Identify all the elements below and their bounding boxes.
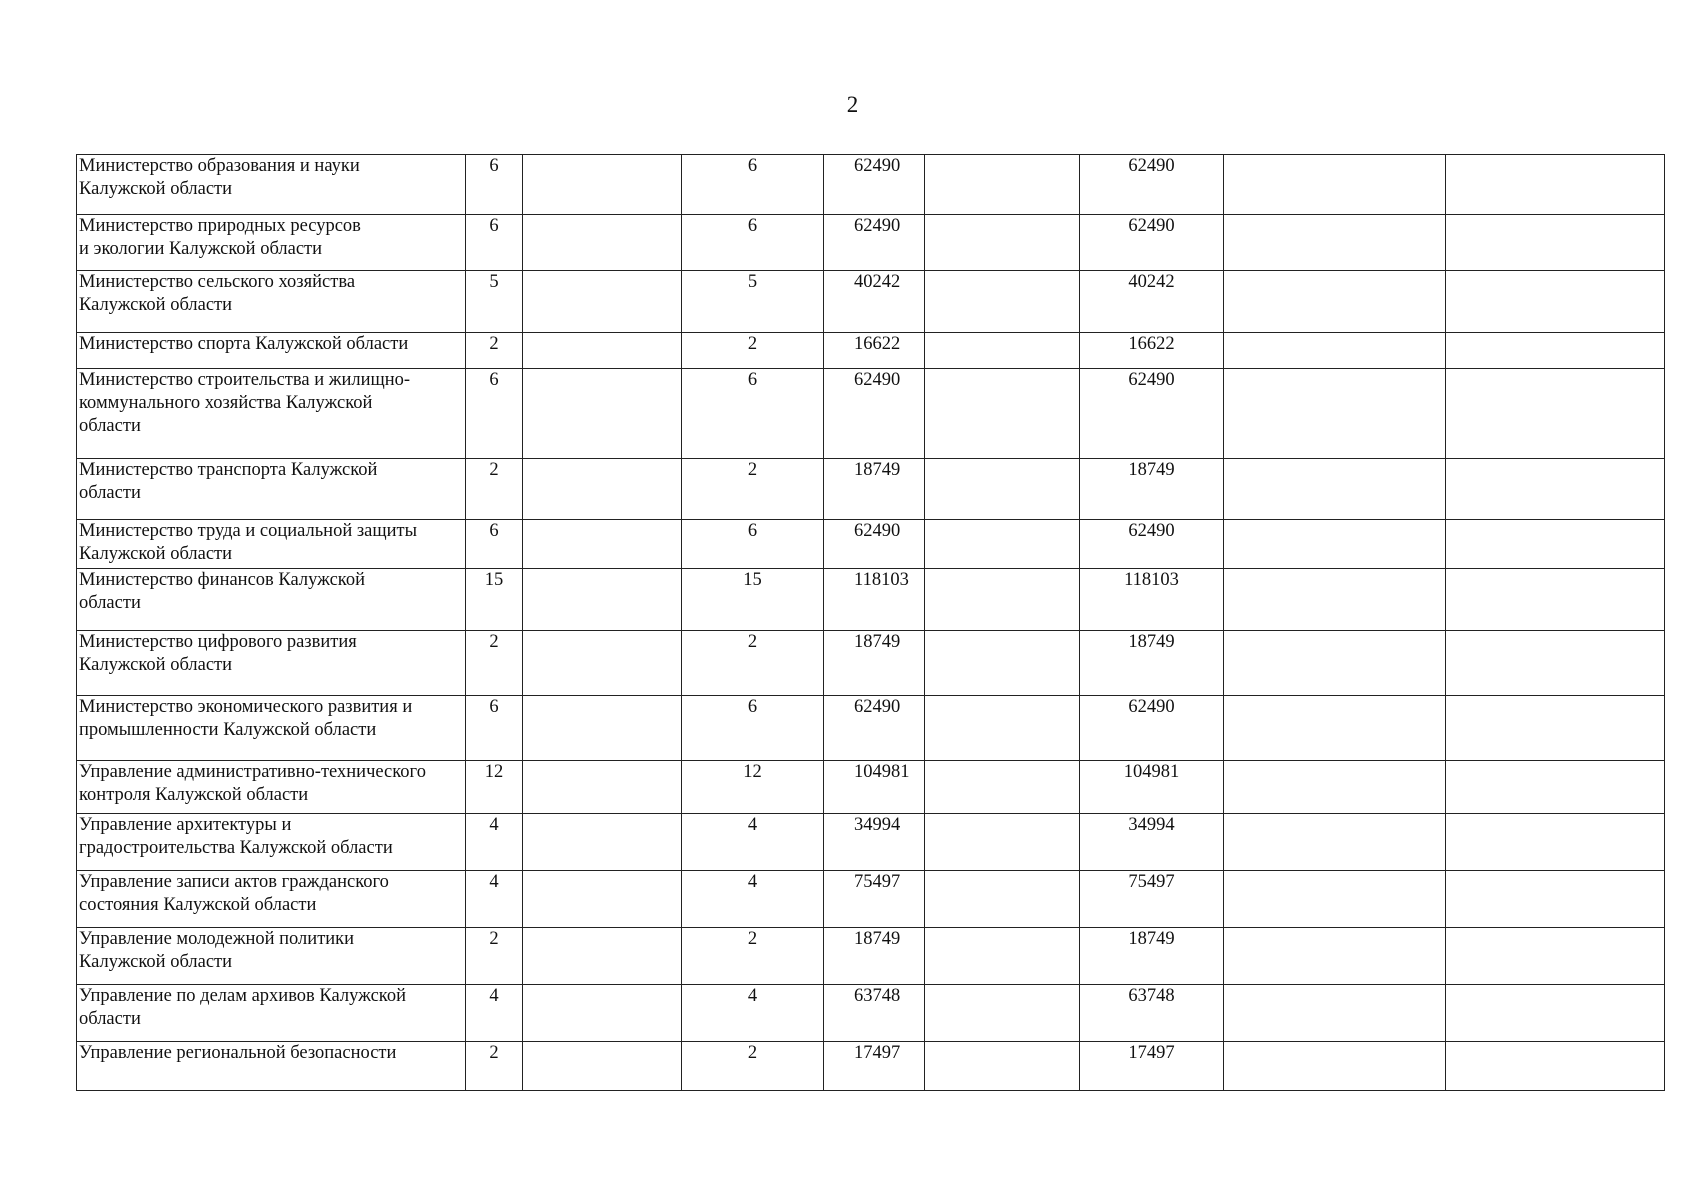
count-cell: 4 — [466, 814, 523, 871]
empty-cell — [1446, 155, 1665, 215]
amount-cell: 62490 — [824, 215, 925, 271]
org-name-cell: Министерство сельского хозяйства Калужской области — [77, 271, 466, 333]
org-name-cell: Управление региональной безопасности — [77, 1042, 466, 1091]
empty-cell — [925, 271, 1080, 333]
amount-total-cell: 75497 — [1080, 871, 1224, 928]
amount-cell: 18749 — [824, 928, 925, 985]
amount-total-cell: 17497 — [1080, 1042, 1224, 1091]
empty-cell — [1224, 928, 1446, 985]
org-name-cell: Управление записи актов гражданского состояния Калужской области — [77, 871, 466, 928]
empty-cell — [523, 985, 682, 1042]
amount-total-cell: 34994 — [1080, 814, 1224, 871]
count-total-cell: 4 — [682, 871, 824, 928]
table-row — [77, 1042, 1665, 1091]
count-cell: 6 — [466, 155, 523, 215]
table-body — [77, 155, 1665, 1091]
amount-cell: 62490 — [824, 155, 925, 215]
empty-cell — [1446, 271, 1665, 333]
amount-total-cell: 104981 — [1080, 761, 1224, 814]
count-total-cell: 4 — [682, 985, 824, 1042]
count-cell: 6 — [466, 696, 523, 761]
amount-cell: 75497 — [824, 871, 925, 928]
count-total-cell: 4 — [682, 814, 824, 871]
count-cell: 2 — [466, 459, 523, 520]
empty-cell — [1224, 215, 1446, 271]
org-name-cell: Министерство цифрового развития Калужской области — [77, 631, 466, 696]
table-row — [77, 459, 1665, 520]
org-name-cell: Министерство спорта Калужской области — [77, 333, 466, 369]
page-number: 2 — [846, 92, 859, 117]
empty-cell — [523, 1042, 682, 1091]
empty-cell — [1446, 333, 1665, 369]
table-row — [77, 333, 1665, 369]
empty-cell — [1224, 369, 1446, 459]
empty-cell — [925, 696, 1080, 761]
org-name-cell: Министерство природных ресурсов и экологии Калужской области — [77, 215, 466, 271]
org-name-cell: Министерство строительства и жилищно- коммунального хозяйства Калужской области — [77, 369, 466, 459]
empty-cell — [1446, 569, 1665, 631]
count-total-cell: 12 — [682, 761, 824, 814]
table-row — [77, 369, 1665, 459]
empty-cell — [1224, 871, 1446, 928]
empty-cell — [1446, 928, 1665, 985]
empty-cell — [1224, 985, 1446, 1042]
empty-cell — [523, 871, 682, 928]
org-name-cell: Управление по делам архивов Калужской области — [77, 985, 466, 1042]
empty-cell — [1224, 696, 1446, 761]
empty-cell — [1446, 985, 1665, 1042]
amount-cell: 62490 — [824, 520, 925, 569]
empty-cell — [523, 271, 682, 333]
amount-cell: 118103 — [824, 569, 925, 631]
empty-cell — [925, 215, 1080, 271]
count-total-cell: 6 — [682, 369, 824, 459]
empty-cell — [523, 459, 682, 520]
amount-cell: 18749 — [824, 459, 925, 520]
org-name-cell: Управление архитектуры и градостроительства Калужской области — [77, 814, 466, 871]
empty-cell — [523, 333, 682, 369]
empty-cell — [1224, 631, 1446, 696]
count-cell: 5 — [466, 271, 523, 333]
count-total-cell: 6 — [682, 696, 824, 761]
empty-cell — [925, 631, 1080, 696]
empty-cell — [1446, 696, 1665, 761]
empty-cell — [1446, 631, 1665, 696]
amount-total-cell: 63748 — [1080, 985, 1224, 1042]
empty-cell — [925, 871, 1080, 928]
count-cell: 15 — [466, 569, 523, 631]
org-name-cell: Министерство экономического развития и промышленности Калужской области — [77, 696, 466, 761]
table-row — [77, 155, 1665, 215]
empty-cell — [925, 459, 1080, 520]
count-total-cell: 2 — [682, 333, 824, 369]
empty-cell — [1224, 271, 1446, 333]
empty-cell — [1224, 520, 1446, 569]
amount-total-cell: 62490 — [1080, 520, 1224, 569]
budget-table — [76, 154, 1665, 1091]
count-cell: 2 — [466, 333, 523, 369]
count-cell: 12 — [466, 761, 523, 814]
table-row — [77, 814, 1665, 871]
empty-cell — [1446, 814, 1665, 871]
amount-cell: 40242 — [824, 271, 925, 333]
amount-total-cell: 62490 — [1080, 155, 1224, 215]
table-row — [77, 215, 1665, 271]
empty-cell — [925, 569, 1080, 631]
amount-total-cell: 62490 — [1080, 696, 1224, 761]
empty-cell — [1224, 1042, 1446, 1091]
count-total-cell: 5 — [682, 271, 824, 333]
count-cell: 6 — [466, 520, 523, 569]
empty-cell — [523, 814, 682, 871]
count-total-cell: 6 — [682, 215, 824, 271]
amount-cell: 104981 — [824, 761, 925, 814]
count-cell: 4 — [466, 985, 523, 1042]
table-row — [77, 761, 1665, 814]
amount-cell: 62490 — [824, 696, 925, 761]
count-total-cell: 6 — [682, 520, 824, 569]
amount-total-cell: 118103 — [1080, 569, 1224, 631]
empty-cell — [523, 928, 682, 985]
table-row — [77, 520, 1665, 569]
amount-total-cell: 16622 — [1080, 333, 1224, 369]
amount-total-cell: 62490 — [1080, 369, 1224, 459]
empty-cell — [925, 814, 1080, 871]
org-name-cell: Министерство финансов Калужской области — [77, 569, 466, 631]
table-row — [77, 696, 1665, 761]
amount-total-cell: 62490 — [1080, 215, 1224, 271]
empty-cell — [1446, 761, 1665, 814]
empty-cell — [925, 985, 1080, 1042]
empty-cell — [1446, 369, 1665, 459]
amount-cell: 63748 — [824, 985, 925, 1042]
amount-cell: 17497 — [824, 1042, 925, 1091]
table-row — [77, 631, 1665, 696]
amount-cell: 34994 — [824, 814, 925, 871]
amount-total-cell: 18749 — [1080, 459, 1224, 520]
table-row — [77, 271, 1665, 333]
table-row — [77, 928, 1665, 985]
empty-cell — [1446, 871, 1665, 928]
count-total-cell: 15 — [682, 569, 824, 631]
count-cell: 4 — [466, 871, 523, 928]
org-name-cell: Управление молодежной политики Калужской области — [77, 928, 466, 985]
empty-cell — [925, 155, 1080, 215]
empty-cell — [1224, 814, 1446, 871]
empty-cell — [1446, 459, 1665, 520]
empty-cell — [925, 333, 1080, 369]
count-total-cell: 6 — [682, 155, 824, 215]
org-name-cell: Министерство образования и науки Калужской области — [77, 155, 466, 215]
empty-cell — [1224, 761, 1446, 814]
table-row — [77, 985, 1665, 1042]
count-cell: 2 — [466, 1042, 523, 1091]
org-name-cell: Министерство транспорта Калужской области — [77, 459, 466, 520]
empty-cell — [1224, 569, 1446, 631]
table-row — [77, 871, 1665, 928]
empty-cell — [925, 928, 1080, 985]
amount-total-cell: 18749 — [1080, 928, 1224, 985]
amount-cell: 16622 — [824, 333, 925, 369]
amount-cell: 18749 — [824, 631, 925, 696]
empty-cell — [1224, 459, 1446, 520]
empty-cell — [925, 520, 1080, 569]
empty-cell — [1224, 333, 1446, 369]
empty-cell — [523, 631, 682, 696]
amount-total-cell: 18749 — [1080, 631, 1224, 696]
empty-cell — [523, 155, 682, 215]
org-name-cell: Управление административно-технического контроля Калужской области — [77, 761, 466, 814]
empty-cell — [1446, 520, 1665, 569]
empty-cell — [523, 569, 682, 631]
count-cell: 6 — [466, 215, 523, 271]
count-total-cell: 2 — [682, 631, 824, 696]
count-total-cell: 2 — [682, 1042, 824, 1091]
empty-cell — [523, 520, 682, 569]
count-cell: 6 — [466, 369, 523, 459]
empty-cell — [1446, 215, 1665, 271]
empty-cell — [523, 761, 682, 814]
org-name-cell: Министерство труда и социальной защиты Калужской области — [77, 520, 466, 569]
empty-cell — [925, 369, 1080, 459]
amount-cell: 62490 — [824, 369, 925, 459]
empty-cell — [1224, 155, 1446, 215]
count-total-cell: 2 — [682, 459, 824, 520]
count-cell: 2 — [466, 928, 523, 985]
count-total-cell: 2 — [682, 928, 824, 985]
amount-total-cell: 40242 — [1080, 271, 1224, 333]
empty-cell — [1446, 1042, 1665, 1091]
empty-cell — [925, 761, 1080, 814]
empty-cell — [523, 696, 682, 761]
empty-cell — [523, 215, 682, 271]
empty-cell — [523, 369, 682, 459]
empty-cell — [925, 1042, 1080, 1091]
table-row — [77, 569, 1665, 631]
count-cell: 2 — [466, 631, 523, 696]
